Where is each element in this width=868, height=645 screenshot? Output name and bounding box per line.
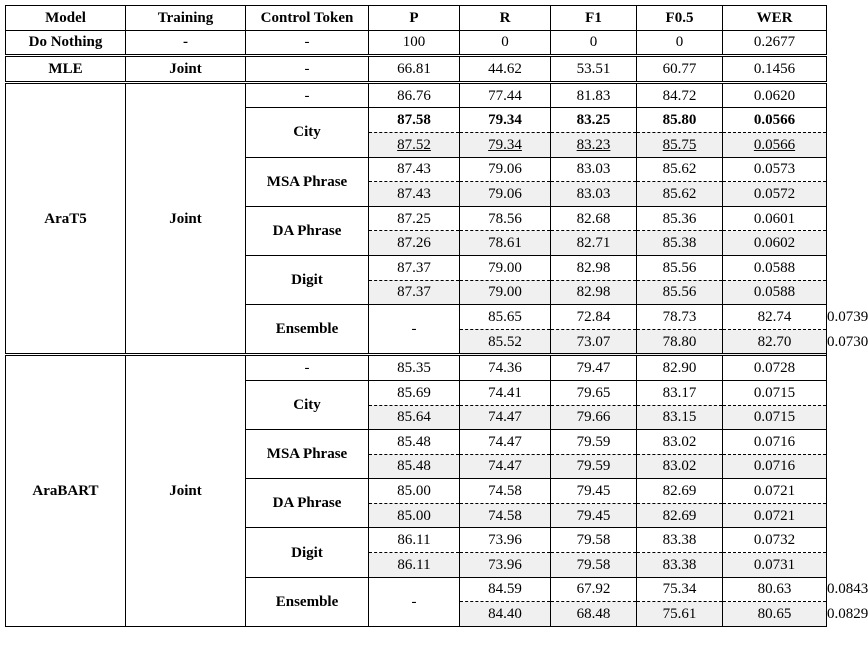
p-cell: 87.58 [369,108,460,133]
f1-cell: 79.47 [551,355,637,381]
arabart-block [6,355,868,627]
r-cell: 74.36 [460,355,551,381]
p-cell: 66.81 [369,56,460,83]
token-msa: MSA Phrase [246,430,369,479]
r-cell: 72.84 [551,305,637,330]
token-cell: - [369,305,460,355]
r-cell: 77.44 [460,82,551,108]
f05-cell: 83.38 [637,528,723,553]
wer-cell: 0.0588 [723,255,827,280]
wer-cell: 0.0573 [723,157,827,182]
f1-cell: 79.65 [551,380,637,405]
token-digit: Digit [246,528,369,577]
model-do-nothing: Do Nothing [6,30,126,56]
f05-cell: 85.75 [637,132,723,157]
p-cell: 87.52 [369,132,460,157]
token-msa: MSA Phrase [246,157,369,206]
r-cell: 68.48 [551,602,637,627]
f05-cell: 85.80 [637,108,723,133]
table-row [6,355,827,381]
f1-cell: 83.25 [551,108,637,133]
r-cell: 79.00 [460,280,551,305]
row-do-nothing [6,30,827,56]
f1-cell: 79.58 [551,528,637,553]
r-cell: 73.96 [460,528,551,553]
token-cell: - [246,56,369,83]
wer-cell: 0.0728 [723,355,827,381]
p-cell: 86.11 [369,528,460,553]
p-cell: 87.26 [369,231,460,256]
p-cell: 85.69 [369,380,460,405]
f1-cell: 78.73 [637,305,723,330]
r-cell: 79.06 [460,157,551,182]
table-row: 85.52 73.07 78.80 82.70 0.0730 [6,329,827,355]
arat5-block [6,82,868,355]
row-mle [6,56,827,83]
header-p: P [369,6,460,31]
f05-cell: 83.15 [637,405,723,430]
p-cell: 87.43 [369,182,460,207]
f1-cell: 78.80 [637,329,723,355]
p-cell: 84.59 [460,577,551,602]
header-f1: F1 [551,6,637,31]
p-cell: 86.11 [369,553,460,578]
wer-cell: 0.0732 [723,528,827,553]
f1-cell: 81.83 [551,82,637,108]
f1-cell: 0 [551,30,637,56]
f05-cell: 80.63 [723,577,827,602]
training-cell: - [126,30,246,56]
p-cell: 85.52 [460,329,551,355]
token-city: City [246,380,369,429]
r-cell: 74.58 [460,503,551,528]
f05-cell: 82.70 [723,329,827,355]
r-cell: 67.92 [551,577,637,602]
token-da: DA Phrase [246,206,369,255]
p-cell: 87.43 [369,157,460,182]
wer-cell: 0.0566 [723,108,827,133]
token-cell: - [246,355,369,381]
p-cell: 85.64 [369,405,460,430]
f1-cell: 83.03 [551,182,637,207]
p-cell: 87.37 [369,255,460,280]
header-r: R [460,6,551,31]
f05-cell: 85.56 [637,280,723,305]
p-cell: 85.65 [460,305,551,330]
header-model: Model [6,6,126,31]
wer-cell: 0.0715 [723,380,827,405]
results-table [5,5,868,627]
f1-cell: 82.98 [551,255,637,280]
f05-cell: 85.62 [637,157,723,182]
f05-cell: 82.74 [723,305,827,330]
r-cell: 79.06 [460,182,551,207]
f05-cell: 85.56 [637,255,723,280]
model-name: AraT5 [6,82,126,355]
f1-cell: 79.59 [551,454,637,479]
wer-cell: 0.0721 [723,503,827,528]
f1-cell: 79.66 [551,405,637,430]
f05-cell: 60.77 [637,56,723,83]
p-cell: 84.40 [460,602,551,627]
model-mle: MLE [6,56,126,83]
training-cell: Joint [126,56,246,83]
p-cell: 85.00 [369,503,460,528]
wer-cell: 0.0566 [723,132,827,157]
p-cell: 86.76 [369,82,460,108]
p-cell: 100 [369,30,460,56]
r-cell: 78.56 [460,206,551,231]
token-cell: - [369,577,460,626]
wer-cell: 0.0721 [723,479,827,504]
f05-cell: 83.02 [637,454,723,479]
training-ensemble: Ensemble [246,305,369,355]
r-cell: 74.41 [460,380,551,405]
r-cell: 78.61 [460,231,551,256]
table-row: Ensemble - 85.65 72.84 78.73 82.74 0.0739 [6,305,827,330]
token-da: DA Phrase [246,479,369,528]
r-cell: 74.47 [460,454,551,479]
wer-cell: 0.1456 [723,56,827,83]
r-cell: 44.62 [460,56,551,83]
p-cell: 85.48 [369,454,460,479]
f05-cell: 82.90 [637,355,723,381]
f1-cell: 82.98 [551,280,637,305]
r-cell: 0 [460,30,551,56]
f05-cell: 85.62 [637,182,723,207]
p-cell: 87.37 [369,280,460,305]
token-cell: - [246,82,369,108]
f05-cell: 83.17 [637,380,723,405]
training-joint: Joint [126,355,246,627]
f1-cell: 53.51 [551,56,637,83]
f1-cell: 75.34 [637,577,723,602]
r-cell: 74.58 [460,479,551,504]
header-f05: F0.5 [637,6,723,31]
r-cell: 79.34 [460,108,551,133]
header-training: Training [126,6,246,31]
r-cell: 74.47 [460,430,551,455]
wer-cell: 0.0620 [723,82,827,108]
r-cell: 79.00 [460,255,551,280]
wer-cell: 0.0602 [723,231,827,256]
wer-cell: 0.0715 [723,405,827,430]
f1-cell: 75.61 [637,602,723,627]
f1-cell: 79.45 [551,479,637,504]
wer-cell: 0.0731 [723,553,827,578]
f05-cell: 85.38 [637,231,723,256]
token-digit: Digit [246,255,369,304]
p-cell: 87.25 [369,206,460,231]
f05-cell: 82.69 [637,479,723,504]
r-cell: 79.34 [460,132,551,157]
f05-cell: 84.72 [637,82,723,108]
f05-cell: 80.65 [723,602,827,627]
table-row: Ensemble - 84.59 67.92 75.34 80.63 0.0843 [6,577,827,602]
wer-cell: 0.0716 [723,430,827,455]
model-name: AraBART [6,355,126,627]
f05-cell: 83.02 [637,430,723,455]
f1-cell: 79.58 [551,553,637,578]
token-cell: - [246,30,369,56]
header-control-token: Control Token [246,6,369,31]
table-row [6,82,827,108]
p-cell: 85.48 [369,430,460,455]
table-row: 84.40 68.48 75.61 80.65 0.0829 [6,602,827,627]
f05-cell: 0 [637,30,723,56]
f1-cell: 79.45 [551,503,637,528]
r-cell: 74.47 [460,405,551,430]
f1-cell: 82.71 [551,231,637,256]
f05-cell: 83.38 [637,553,723,578]
f1-cell: 83.23 [551,132,637,157]
wer-cell: 0.0601 [723,206,827,231]
p-cell: 85.35 [369,355,460,381]
f1-cell: 79.59 [551,430,637,455]
p-cell: 85.00 [369,479,460,504]
wer-cell: 0.0716 [723,454,827,479]
r-cell: 73.07 [551,329,637,355]
f05-cell: 85.36 [637,206,723,231]
training-ensemble: Ensemble [246,577,369,626]
token-city: City [246,108,369,157]
wer-cell: 0.0588 [723,280,827,305]
training-joint: Joint [126,82,246,355]
f05-cell: 82.69 [637,503,723,528]
header-row [6,6,827,31]
header-wer: WER [723,6,827,31]
wer-cell: 0.0572 [723,182,827,207]
f1-cell: 82.68 [551,206,637,231]
r-cell: 73.96 [460,553,551,578]
wer-cell: 0.2677 [723,30,827,56]
f1-cell: 83.03 [551,157,637,182]
